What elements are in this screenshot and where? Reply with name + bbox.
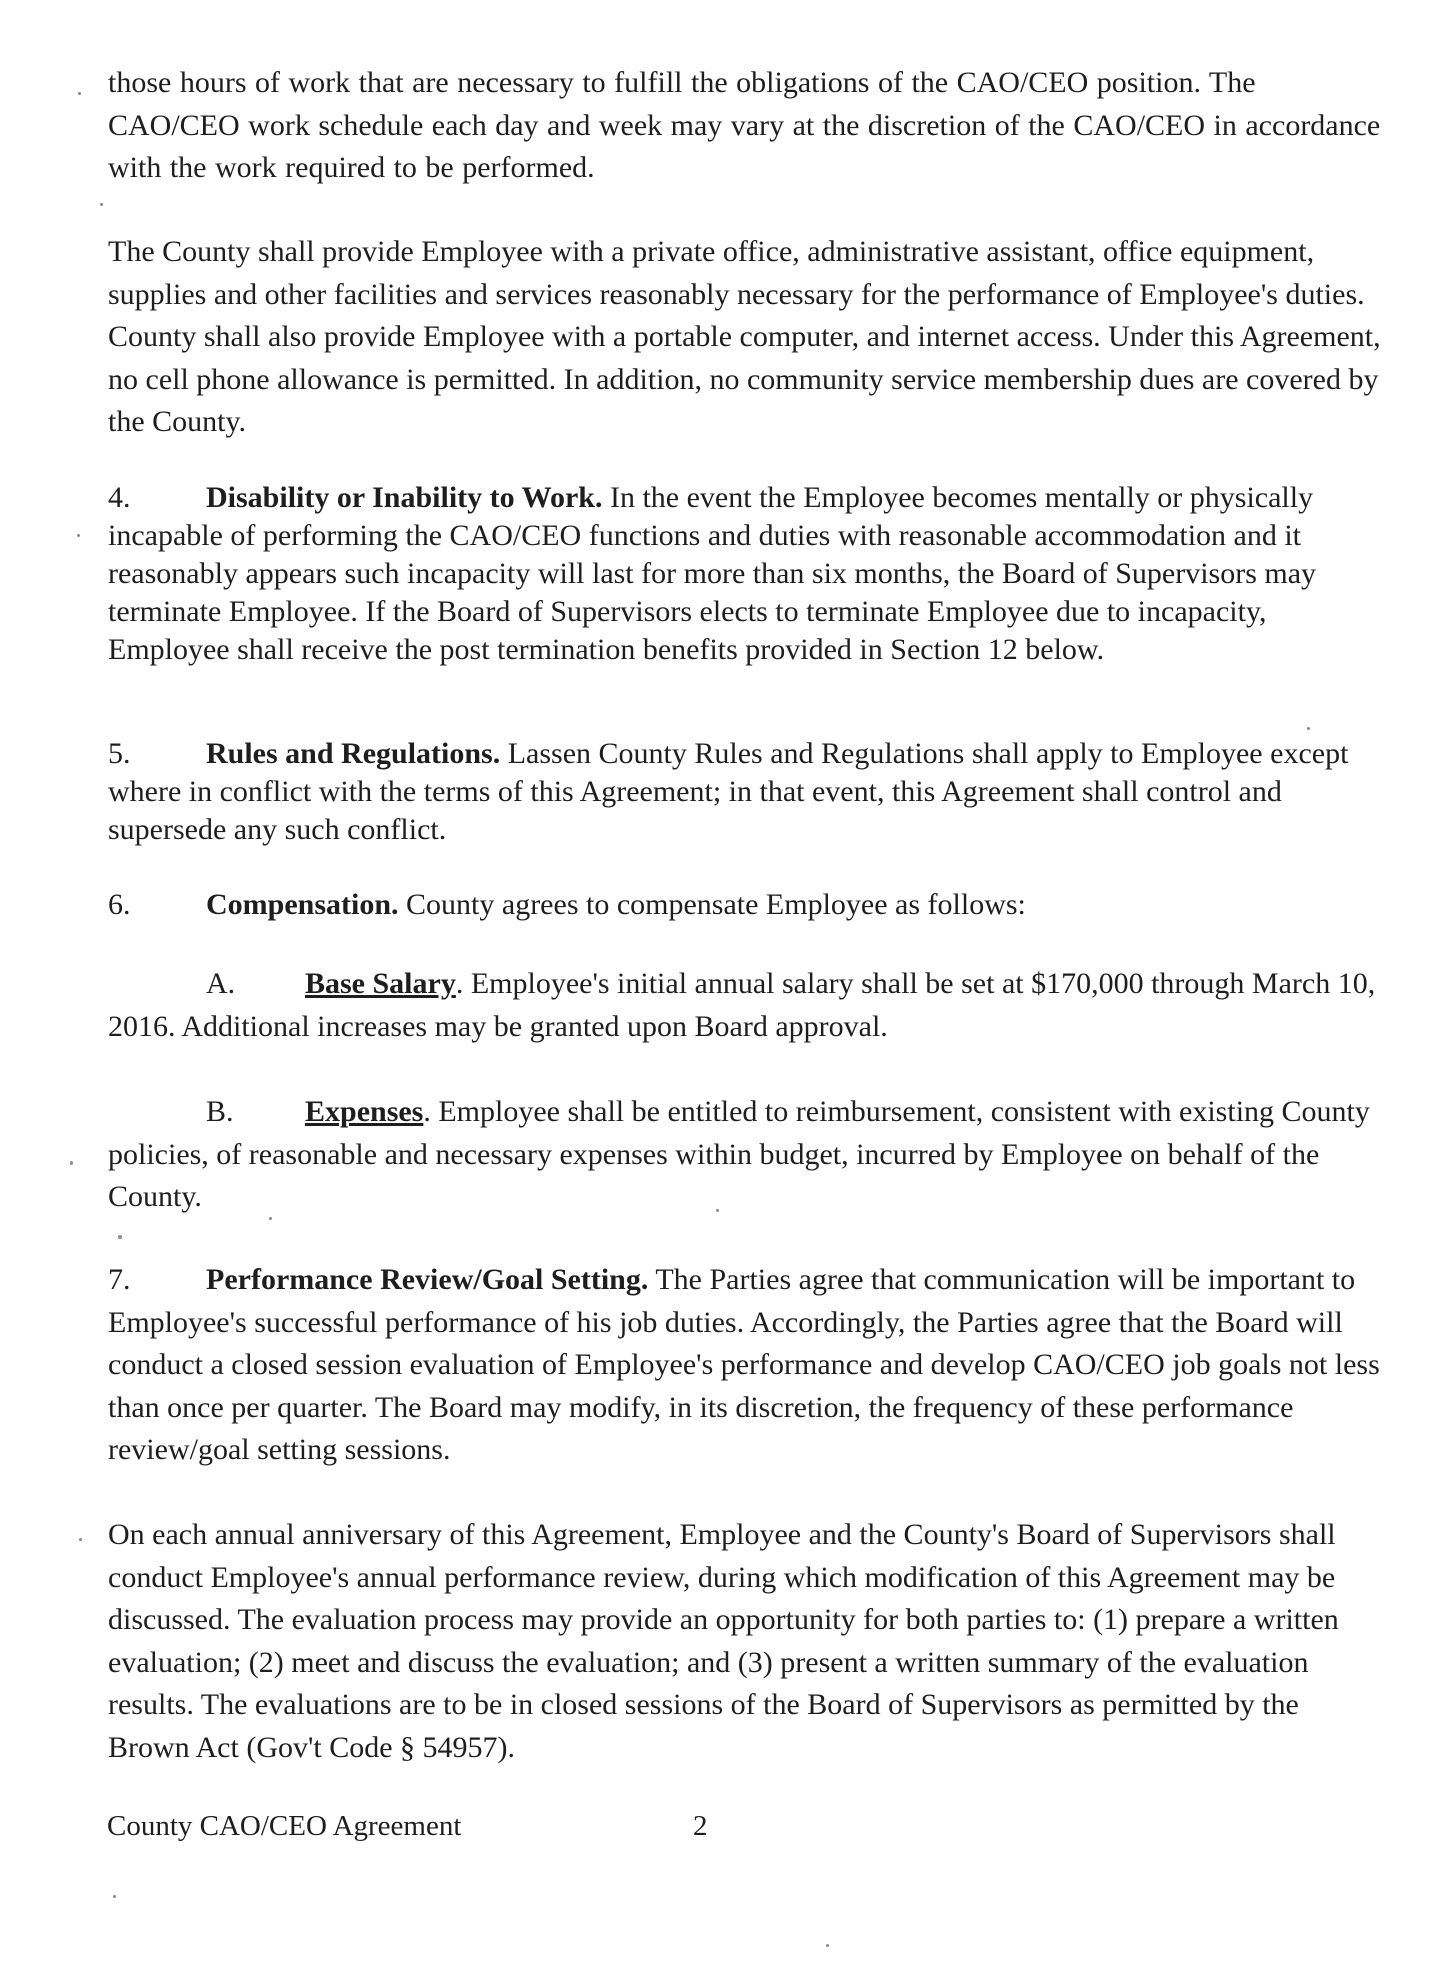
section-4-text: In the event the Employee becomes mentally or physically incapable of performing the CAO/CEO functions and duties with reasonable accommodation and it reasonably appears such incapacity will last for more than six months, the Board of Supervisors may terminate Employee. If the Board of Supervisors elects to terminate Employee due to incapacity, Employee shall receive the post termination benefits provided in Section 12 below.: [108, 481, 1317, 666]
section-4-heading: Disability or Inability to Work.: [206, 481, 603, 514]
office-paragraph: [108, 231, 1383, 444]
office-paragraph-text: The County shall provide Employee with a private office, administrative assistant, office equipment, supplies and other facilities and services reasonably necessary for the performance of Employee's duties. County shall also provide Employee with a portable computer, and internet access. Under this Agreement, no cell phone allowance is permitted. In addition, no community service membership dues are covered by the County.: [108, 235, 1381, 438]
scan-speck: [826, 1944, 829, 1947]
subsection-a-text: . Employee's initial annual salary shall be set at $170,000 through March 10, 2016. Additional increases may be granted upon Board approval.: [108, 967, 1376, 1043]
scan-speck: [1307, 727, 1310, 730]
section-6-text: County agrees to compensate Employee as follows:: [398, 888, 1026, 921]
intro-paragraph-text: those hours of work that are necessary to fulfill the obligations of the CAO/CEO position. The CAO/CEO work schedule each day and week may vary at the discretion of the CAO/CEO in accordance with the work required to be performed.: [108, 66, 1381, 184]
scan-speck: [118, 1235, 122, 1239]
scan-speck: [70, 1161, 73, 1165]
section-4: [108, 479, 1383, 669]
section-7-number: 7.: [108, 1263, 131, 1296]
anniversary-paragraph-text: On each annual anniversary of this Agreement, Employee and the County's Board of Supervisors shall conduct Employee's annual performance review, during which modification of this Agreement may be discussed. The evaluation process may provide an opportunity for both parties to: (1) prepare a written evaluation; (2) meet and discuss the evaluation; and (3) present a written summary of the evaluation results. The evaluations are to be in closed sessions of the Board of Supervisors as permitted by the Brown Act (Gov't Code § 54957).: [108, 1518, 1339, 1764]
scan-speck: [113, 1895, 116, 1898]
subsection-a-letter: A.: [206, 967, 236, 1000]
section-5-heading: Rules and Regulations.: [206, 737, 501, 770]
subsection-b: [108, 1091, 1383, 1219]
section-6: [108, 886, 1383, 924]
subsection-b-text: . Employee shall be entitled to reimbursement, consistent with existing County policies, of reasonable and necessary expenses within budget, incurred by Employee on behalf of the County.: [108, 1095, 1370, 1213]
subsection-b-letter: B.: [206, 1095, 234, 1128]
section-4-number: 4.: [108, 481, 131, 514]
scan-speck: [716, 1209, 719, 1212]
footer-page-number: 2: [693, 1810, 708, 1842]
section-7: [108, 1259, 1383, 1472]
section-5: [108, 735, 1383, 849]
subsection-a: [108, 963, 1383, 1048]
intro-paragraph: [108, 62, 1383, 190]
scan-speck: [100, 203, 103, 206]
scan-speck: [79, 1538, 82, 1541]
subsection-a-heading: Base Salary: [305, 967, 456, 1000]
subsection-b-heading: Expenses: [305, 1095, 424, 1128]
section-5-number: 5.: [108, 737, 131, 770]
section-6-heading: Compensation.: [206, 888, 399, 921]
scan-speck: [269, 1217, 272, 1220]
scan-speck: [78, 92, 81, 95]
section-7-heading: Performance Review/Goal Setting.: [206, 1263, 649, 1296]
section-5-text: Lassen County Rules and Regulations shall apply to Employee except where in conflict with the terms of this Agreement; in that event, this Agreement shall control and supersede any such conflict.: [108, 737, 1349, 846]
anniversary-paragraph: [108, 1514, 1383, 1769]
section-6-number: 6.: [108, 888, 131, 921]
section-7-text: The Parties agree that communication will be important to Employee's successful performance of his job duties. Accordingly, the Parties agree that the Board will conduct a closed session evaluation of Employee's performance and develop CAO/CEO job goals not less than once per quarter. The Board may modify, in its discretion, the frequency of these performance review/goal setting sessions.: [108, 1263, 1380, 1466]
footer-title: County CAO/CEO Agreement: [107, 1810, 462, 1842]
scan-speck: [77, 534, 80, 537]
